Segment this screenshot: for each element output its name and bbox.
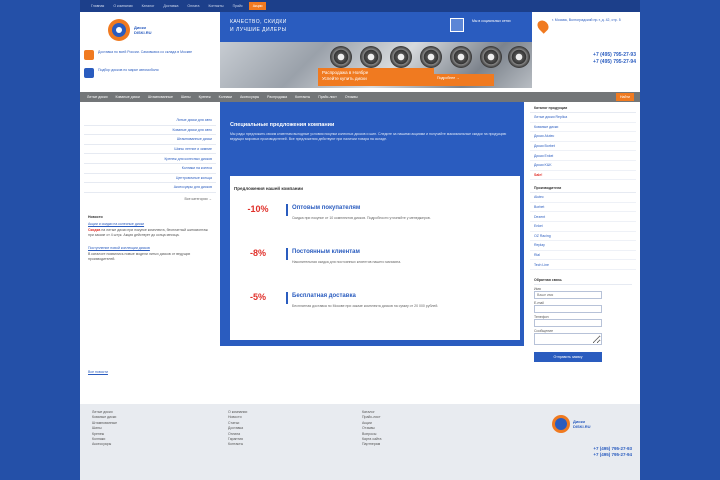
catalog-link[interactable]: Литые диски Replica [530, 113, 636, 123]
banner-sale-subtitle: Успейте купить диски [322, 76, 367, 81]
message-field[interactable] [534, 333, 602, 345]
footer-column [228, 410, 348, 448]
banner-slogan-line: КАЧЕСТВО, СКИДКИ [230, 19, 287, 25]
offer-desc: Накопительная скидка для постоянных клиентов нашего магазина. [292, 260, 402, 264]
menu-item[interactable]: Отзывы [344, 95, 358, 99]
offer-title[interactable]: Бесплатная доставка [292, 293, 356, 299]
sidebar-news [84, 213, 216, 263]
feedback-form [530, 276, 636, 346]
truck-icon [84, 50, 94, 60]
form-label: Сообщение [534, 328, 554, 333]
sidebar-link[interactable]: Колпаки на колеса [84, 164, 216, 174]
header-info-text: Доставка по всей России. Самовывоз со склада в Москве [98, 50, 193, 54]
header-phones [564, 52, 636, 65]
menu-item[interactable]: Шины [180, 95, 191, 99]
offer-desc: Бесплатная доставка по Москве при заказе комплекта дисков на сумму от 20 000 рублей. [292, 304, 439, 308]
search-go-button[interactable]: Найти [616, 93, 634, 101]
brand-link[interactable]: Replay [530, 241, 636, 251]
menu-item[interactable]: Колпаки [218, 95, 232, 99]
footer-link[interactable]: Доставка [228, 426, 244, 431]
menu-item[interactable]: Контакты [295, 95, 311, 99]
footer-link[interactable]: Кованые диски [92, 415, 117, 420]
promo-banner[interactable] [220, 12, 532, 88]
menu-item[interactable]: Литые диски [87, 95, 108, 99]
menu-item[interactable]: Кованые диски [115, 95, 140, 99]
brand-link[interactable]: Tech Line [530, 260, 636, 270]
brand-link[interactable]: Alutec [530, 193, 636, 203]
footer-link[interactable]: Прайс-лист [362, 415, 381, 420]
footer-link[interactable]: Каталог [362, 410, 375, 414]
form-label: E-mail [534, 300, 544, 305]
menu-item[interactable]: Штампованные [147, 95, 173, 99]
footer-link[interactable]: Литые диски [92, 410, 113, 414]
top-nav [80, 0, 640, 12]
footer-link[interactable]: Карта сайта [362, 437, 382, 442]
footer-link[interactable]: Статьи [228, 420, 240, 425]
top-nav-item[interactable]: Контакты [208, 4, 224, 8]
menu-item[interactable]: Аксессуары [239, 95, 260, 99]
logo-mark-icon [108, 19, 130, 41]
page-title: Специальные предложения компании [230, 122, 335, 128]
top-nav-item[interactable]: Каталог [141, 4, 155, 8]
banner-corner-text[interactable]: Мы в социальных сетях [472, 19, 511, 23]
wheel-image [450, 46, 472, 68]
person-icon [84, 68, 94, 78]
email-field[interactable] [534, 305, 602, 313]
footer-link[interactable]: Вопросы [362, 431, 377, 436]
banner-sale-overlay[interactable] [318, 68, 434, 86]
wheel-image [480, 46, 502, 68]
footer-link[interactable]: Аксессуары [92, 442, 112, 447]
logo-name: Диски [134, 25, 146, 30]
map-pin-icon [535, 18, 551, 34]
offer-title[interactable]: Постоянным клиентам [292, 249, 360, 255]
footer-link[interactable]: Шины [92, 426, 102, 431]
menu-item[interactable]: Прайс-лист [318, 95, 337, 99]
sale-link[interactable]: Sale! [530, 171, 636, 181]
footer-link[interactable]: Оплата [228, 431, 241, 436]
footer-link[interactable]: О компании [228, 410, 248, 414]
offer-desc: Скидка при покупке от 10 комплектов дисков. Подробности уточняйте у менеджеров. [292, 216, 431, 220]
top-nav-item[interactable]: Прайс [232, 4, 243, 8]
form-label: Имя [534, 286, 541, 291]
submit-button[interactable]: Отправить заявку [534, 352, 602, 362]
top-nav-item-active[interactable]: Акции [249, 2, 267, 10]
sidebar-link[interactable]: Аксессуары для дисков [84, 183, 216, 193]
offer-item[interactable] [234, 204, 516, 240]
footer-link[interactable]: Контакты [228, 442, 244, 447]
wheel-image [330, 46, 352, 68]
form-header: Обратная связь [534, 276, 632, 285]
catalog-link[interactable]: Диски K&K [530, 161, 636, 171]
right-sidebar [530, 104, 636, 394]
banner-sale-title: Распродажа в Ноябре [322, 70, 369, 75]
brand-link[interactable]: Borbet [530, 203, 636, 213]
sidebar-link[interactable]: Крепеж для колесных дисков [84, 154, 216, 164]
top-nav-item[interactable]: Оплата [187, 4, 200, 8]
wheel-image [508, 46, 530, 68]
news-header: Новости [88, 214, 103, 219]
main-content [220, 102, 524, 346]
banner-more-button[interactable]: Подробнее → [434, 74, 494, 86]
logo-text [134, 25, 152, 35]
form-label: Телефон [534, 314, 549, 319]
sidebar-link[interactable]: Шины летние и зимние [84, 145, 216, 155]
logo-domain: DISKI.RU [134, 30, 152, 35]
all-news-link[interactable]: Все новости [88, 370, 108, 374]
brand-link[interactable]: OZ Racing [530, 232, 636, 242]
offer-item[interactable] [234, 292, 516, 328]
top-nav-item[interactable]: О компании [113, 4, 133, 8]
sidebar-link[interactable]: Кованые диски для авто [84, 126, 216, 136]
offers-card [230, 176, 520, 340]
catalog-link[interactable]: Кованые диски [530, 123, 636, 133]
brands-header: Производители [530, 184, 636, 193]
offer-item[interactable] [234, 248, 516, 284]
offer-percent: -8% [249, 248, 266, 258]
footer-column [92, 410, 212, 448]
news-body [84, 227, 216, 239]
footer-logo-text [573, 419, 591, 429]
wheel-image [360, 46, 382, 68]
banner-slogan-line: И ЛУЧШИЕ ДИЛЕРЫ [230, 27, 287, 33]
offer-percent: -10% [247, 204, 269, 214]
sidebar-link[interactable]: Литые диски для авто [84, 116, 216, 126]
offer-title[interactable]: Оптовым покупателям [292, 205, 361, 211]
menu-item[interactable]: Распродажа [267, 95, 288, 99]
news-title-link[interactable]: Акции и скидки на колесные диски [88, 221, 145, 226]
left-sidebar [84, 108, 216, 398]
news-title-link[interactable]: Поступление новой коллекции дисков [88, 245, 150, 250]
header-info-selection [84, 68, 214, 78]
catalog-link[interactable]: Диски Enkei [530, 151, 636, 161]
footer-link[interactable]: Крепеж [92, 431, 105, 436]
news-highlight: Скидка [88, 227, 101, 232]
intro-text: Мы рады предложить своим клиентам выгодные условия покупки колесных дисков и шин. Следите за нашими акциями и получайте максимальные скидки на продукцию ведущих мировых производителей. Все предложения действуют при наличии товара на складе. [230, 132, 507, 141]
header-contacts [536, 12, 640, 88]
brand-link[interactable]: Dezent [530, 212, 636, 222]
logo-mark-icon [552, 415, 570, 433]
brand-link[interactable]: Rial [530, 251, 636, 261]
menu-item[interactable]: Крепеж [198, 95, 211, 99]
catalog-link[interactable]: Диски Borbet [530, 142, 636, 152]
social-icon[interactable] [450, 18, 464, 32]
footer-phone[interactable]: +7 (495) 795-27-94 [593, 452, 632, 457]
header-address[interactable]: г. Москва, Волгоградский пр-т, д. 42, стр. 5 [552, 18, 621, 22]
footer-column [362, 410, 482, 448]
phone-field[interactable] [534, 319, 602, 327]
catalog-link[interactable]: Диски Alutec [530, 132, 636, 142]
top-nav-item[interactable]: Главная [91, 4, 105, 8]
banner-slogan [230, 18, 287, 34]
sidebar-link[interactable]: Центровочные кольца [84, 174, 216, 184]
footer-link[interactable]: Акции [362, 420, 372, 425]
offer-divider [286, 248, 288, 260]
news-body: В каталоге появились новые модели литых дисков от ведущих производителей. [88, 251, 191, 261]
footer-link[interactable]: Партнерам [362, 442, 381, 447]
footer-logo[interactable] [552, 412, 632, 436]
main-menu [80, 92, 640, 102]
footer [80, 404, 640, 480]
page [80, 0, 640, 480]
offers-header: Предложения нашей компании [234, 186, 303, 191]
footer-link[interactable]: Гарантия [228, 437, 243, 442]
name-field[interactable] [534, 291, 602, 299]
footer-link[interactable]: Отзывы [362, 426, 375, 431]
footer-link[interactable]: Новости [228, 415, 242, 420]
footer-link[interactable]: Штампованные [92, 420, 118, 425]
wheel-image [420, 46, 442, 68]
header-phone[interactable]: +7 (495) 795-27-94 [593, 58, 636, 65]
header [80, 12, 640, 92]
offer-percent: -5% [249, 292, 266, 302]
sidebar-all-categories[interactable]: Все категории → [184, 196, 212, 201]
site-logo[interactable] [108, 16, 178, 44]
brand-link[interactable]: Enkei [530, 222, 636, 232]
footer-logo-domain: DISKI.RU [573, 424, 591, 429]
footer-link[interactable]: Колпаки [92, 437, 106, 442]
footer-phone[interactable]: +7 (495) 795-27-93 [593, 446, 632, 451]
wheel-image [390, 46, 412, 68]
sidebar-link[interactable]: Штампованные диски [84, 135, 216, 145]
offer-divider [286, 204, 288, 216]
footer-phones [550, 446, 632, 458]
catalog-header: Каталог продукции [530, 104, 636, 113]
news-body-text: на литые диски при покупке комплекта, бесплатный шиномонтаж при заказе от 4 штук. Акция действует до конца месяца. [88, 227, 208, 237]
header-info-text[interactable]: Подбор дисков по марке автомобиля [98, 68, 159, 72]
top-nav-item[interactable]: Доставка [163, 4, 179, 8]
footer-logo-name: Диски [573, 419, 585, 424]
header-info-delivery [84, 50, 214, 60]
offer-divider [286, 292, 288, 304]
header-phone[interactable]: +7 (495) 795-27-93 [593, 52, 636, 58]
